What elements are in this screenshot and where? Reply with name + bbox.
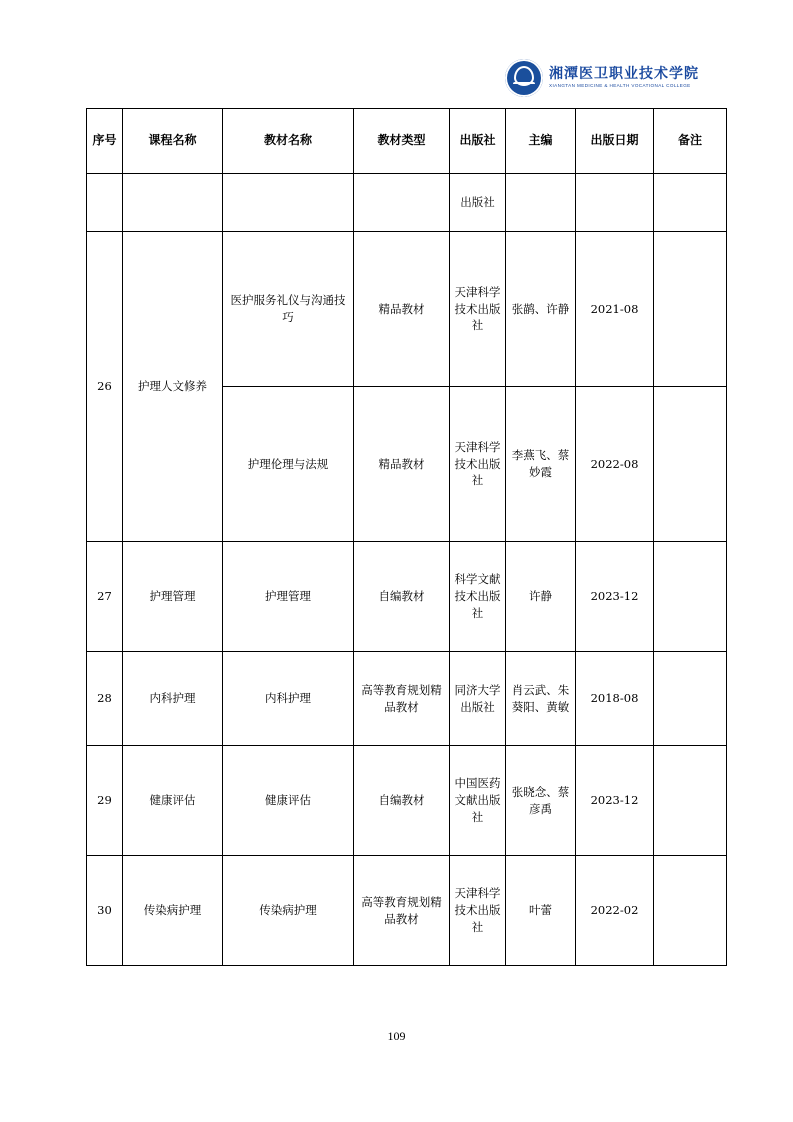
cell-press: 科学文献技术出版社 [450, 542, 506, 652]
header-date: 出版日期 [576, 109, 654, 174]
cell-editor: 叶蕾 [506, 856, 576, 966]
cell-book: 传染病护理 [223, 856, 354, 966]
cell-book [223, 174, 354, 232]
table-row [87, 174, 727, 232]
cell-seq: 29 [87, 746, 123, 856]
cell-note [654, 542, 727, 652]
cell-seq: 28 [87, 652, 123, 746]
college-logo [505, 57, 697, 99]
cell-press: 出版社 [450, 174, 506, 232]
table-row [87, 856, 727, 966]
cell-type: 精品教材 [354, 232, 450, 387]
table-row [87, 746, 727, 856]
cell-editor: 张晓念、蔡彦禹 [506, 746, 576, 856]
textbook-table [86, 108, 727, 966]
college-name-en: XIANGTAN MEDICINE & HEALTH VOCATIONAL COLLEGE [549, 82, 691, 88]
header-seq: 序号 [87, 109, 123, 174]
cell-note [654, 232, 727, 387]
cell-press: 天津科学技术出版社 [450, 387, 506, 542]
table-row [87, 232, 727, 387]
cell-press: 中国医药文献出版社 [450, 746, 506, 856]
header-press: 出版社 [450, 109, 506, 174]
cell-type: 高等教育规划精品教材 [354, 652, 450, 746]
table-row [87, 652, 727, 746]
cell-book: 医护服务礼仪与沟通技巧 [223, 232, 354, 387]
college-logo-text [549, 67, 699, 89]
cell-editor: 肖云武、朱葵阳、黄敏 [506, 652, 576, 746]
cell-type: 精品教材 [354, 387, 450, 542]
cell-seq [87, 174, 123, 232]
cell-type: 高等教育规划精品教材 [354, 856, 450, 966]
cell-editor: 许静 [506, 542, 576, 652]
cell-date: 2022-08 [576, 387, 654, 542]
cell-note [654, 856, 727, 966]
cell-press: 同济大学出版社 [450, 652, 506, 746]
cell-course: 健康评估 [123, 746, 223, 856]
cell-course: 内科护理 [123, 652, 223, 746]
cell-date: 2023-12 [576, 542, 654, 652]
cell-book: 内科护理 [223, 652, 354, 746]
cell-note [654, 652, 727, 746]
header-course: 课程名称 [123, 109, 223, 174]
cell-date: 2023-12 [576, 746, 654, 856]
header-editor: 主编 [506, 109, 576, 174]
college-emblem-icon [505, 59, 543, 97]
cell-type: 自编教材 [354, 542, 450, 652]
cell-type: 自编教材 [354, 746, 450, 856]
cell-course: 护理管理 [123, 542, 223, 652]
textbook-table-container [86, 108, 706, 966]
cell-course [123, 174, 223, 232]
cell-date [576, 174, 654, 232]
cell-editor: 张鹋、许静 [506, 232, 576, 387]
cell-date: 2018-08 [576, 652, 654, 746]
cell-course: 传染病护理 [123, 856, 223, 966]
header-type: 教材类型 [354, 109, 450, 174]
table-header-row [87, 109, 727, 174]
cell-type [354, 174, 450, 232]
cell-note [654, 387, 727, 542]
cell-press: 天津科学技术出版社 [450, 856, 506, 966]
cell-seq: 30 [87, 856, 123, 966]
cell-editor: 李燕飞、蔡妙霞 [506, 387, 576, 542]
cell-book: 护理伦理与法规 [223, 387, 354, 542]
cell-editor [506, 174, 576, 232]
cell-book: 护理管理 [223, 542, 354, 652]
cell-note [654, 174, 727, 232]
college-name-cn: 湘潭医卫职业技术学院 [549, 66, 699, 83]
cell-press: 天津科学技术出版社 [450, 232, 506, 387]
table-row [87, 542, 727, 652]
cell-date: 2021-08 [576, 232, 654, 387]
cell-course: 护理人文修养 [123, 232, 223, 542]
cell-seq: 27 [87, 542, 123, 652]
header-note: 备注 [654, 109, 727, 174]
cell-date: 2022-02 [576, 856, 654, 966]
cell-book: 健康评估 [223, 746, 354, 856]
cell-seq: 26 [87, 232, 123, 542]
cell-note [654, 746, 727, 856]
header-book: 教材名称 [223, 109, 354, 174]
page-number: 109 [387, 1029, 406, 1043]
